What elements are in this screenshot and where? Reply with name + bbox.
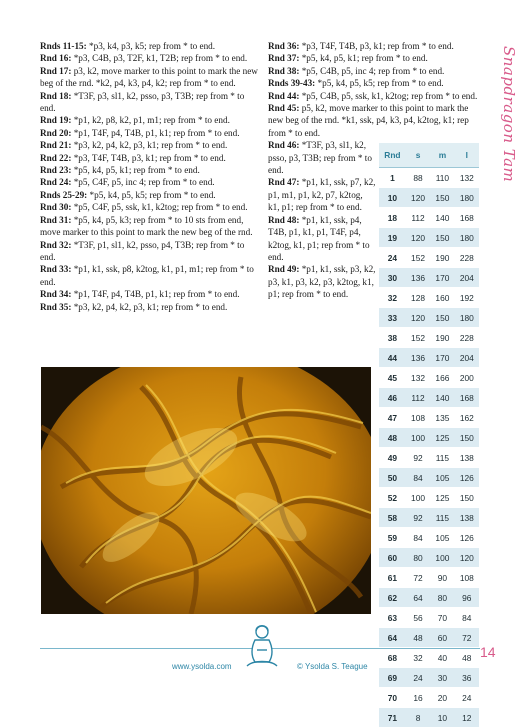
round-label: Rnd 32: [40, 239, 72, 250]
table-cell: 16 [413, 692, 423, 703]
table-cell: 115 [435, 452, 450, 463]
instruction-row [40, 164, 262, 176]
table-row [379, 548, 479, 568]
table-cell: 92 [413, 512, 423, 523]
round-text: *p3, C4B, p3, T2F, k1, T2B; rep from * to end. [73, 53, 248, 64]
table-cell: 68 [387, 652, 398, 663]
round-label: Rnds 25-29: [40, 189, 88, 200]
instruction-row [40, 301, 262, 313]
table-cell: 32 [413, 652, 423, 663]
table-row [379, 308, 479, 328]
round-text: *p3, T4F, T4B, p3, k1; rep from * to end. [301, 41, 454, 51]
table-row [379, 588, 479, 608]
round-label: Rnd 47: [268, 177, 300, 188]
table-cell: 61 [387, 572, 398, 583]
table-cell: 71 [387, 712, 398, 723]
table-cell: 140 [435, 392, 450, 403]
table-cell: 69 [387, 672, 398, 683]
table-cell: 100 [411, 432, 426, 443]
table-cell: 170 [435, 272, 450, 283]
table-cell: 150 [435, 312, 450, 323]
round-label: Rnds 11-15: [40, 41, 87, 51]
table-row [379, 488, 479, 508]
instruction-row [40, 263, 262, 288]
table-cell: 46 [387, 392, 398, 403]
table-cell: 60 [387, 552, 398, 563]
table-header-cell: Rnd [384, 150, 401, 160]
table-cell: 38 [387, 332, 398, 343]
round-text: *p1, k1, ssk, p8, k2tog, k1, p1, m1; rep from * to end. [40, 264, 254, 287]
round-text: *p5, C4B, p5, ssk, k1, k2tog; rep from * to end. [301, 90, 478, 101]
table-cell: 40 [437, 652, 448, 663]
table-cell: 132 [459, 172, 474, 183]
table-cell: 59 [387, 532, 398, 543]
table-cell: 150 [435, 192, 450, 203]
table-row [379, 428, 479, 448]
table-cell: 33 [387, 312, 398, 323]
table-cell: 52 [387, 492, 398, 503]
round-label: Rnd 49: [268, 264, 300, 275]
round-label: Rnd 31: [40, 214, 72, 225]
table-cell: 168 [459, 392, 474, 403]
table-cell: 170 [435, 352, 450, 363]
round-label: Rnd 46: [268, 140, 300, 151]
table-cell: 64 [413, 592, 423, 603]
table-cell: 84 [462, 612, 472, 623]
table-row [379, 348, 479, 368]
table-cell: 84 [413, 472, 423, 483]
table-cell: 150 [435, 232, 450, 243]
table-row [379, 248, 479, 268]
table-cell: 190 [435, 252, 450, 263]
table-cell: 160 [435, 292, 450, 303]
table-cell: 24 [462, 692, 472, 703]
table-cell: 112 [411, 212, 425, 223]
table-cell: 105 [435, 472, 450, 483]
table-row [379, 468, 479, 488]
table-cell: 64 [387, 632, 398, 643]
table-cell: 136 [411, 272, 426, 283]
instruction-row [40, 114, 262, 126]
round-text: *p1, k1, ssk, p7, k2, p1, m1, p1, k2, p7, k2tog, k1, p1; rep from * to end. [268, 177, 376, 213]
table-row [379, 608, 479, 628]
table-row [379, 528, 479, 548]
table-cell: 128 [411, 292, 426, 303]
instruction-row [40, 65, 262, 90]
round-text: *p1, k2, p8, k2, p1, m1; rep from * to end. [73, 115, 230, 126]
instruction-row [40, 214, 262, 239]
instruction-row [40, 127, 262, 139]
table-cell: 24 [413, 672, 423, 683]
table-cell: 120 [411, 192, 426, 203]
table-cell: 110 [435, 172, 450, 183]
table-row [379, 388, 479, 408]
table-cell: 125 [435, 432, 450, 443]
round-text: *T3F, p1, sl1, k2, psso, p4, T3B; rep from * to end. [40, 239, 245, 262]
instruction-row [268, 139, 376, 176]
table-cell: 8 [415, 712, 421, 723]
footer-copyright: © Ysolda S. Teague [297, 662, 368, 671]
table-cell: 50 [387, 472, 398, 483]
table-header-cell: l [465, 150, 468, 160]
tam-photo [41, 367, 371, 614]
round-text: p3, k2, move marker to this point to mark the new beg of the rnd. *k2, p4, k3, p4, k2; rep from * to end. [40, 65, 258, 89]
table-cell: 56 [413, 612, 423, 623]
round-label: Rnd 36: [268, 41, 300, 51]
instruction-row [40, 189, 262, 201]
table-cell: 192 [459, 292, 474, 303]
table-cell: 152 [411, 252, 426, 263]
side-title: Snapdragon Tam [500, 46, 518, 183]
table-cell: 10 [387, 192, 398, 203]
instruction-row [40, 52, 262, 64]
instruction-row [268, 52, 480, 64]
table-cell: 204 [459, 272, 474, 283]
round-label: Rnd 33: [40, 264, 72, 275]
round-text: *p3, T4F, T4B, p3, k1; rep from * to end. [73, 152, 226, 163]
table-row [379, 568, 479, 588]
knitted-tam-image [41, 367, 371, 614]
table-cell: 228 [459, 332, 474, 343]
table-cell: 108 [459, 572, 474, 583]
instruction-row [40, 239, 262, 264]
round-label: Rnd 23: [40, 165, 72, 176]
round-text: *T3F, p3, sl1, k2, psso, p3, T3B; rep from * to end. [40, 90, 245, 114]
instruction-row [268, 263, 376, 300]
instruction-row [268, 65, 480, 77]
left-instructions [40, 40, 262, 313]
instruction-row [268, 77, 480, 89]
instruction-row [40, 288, 262, 300]
table-cell: 19 [387, 232, 398, 243]
round-text: *p5, C4F, p5, inc 4; rep from * to end. [73, 177, 215, 188]
table-cell: 138 [459, 512, 474, 523]
round-label: Rnd 22: [40, 152, 72, 163]
table-cell: 166 [435, 372, 450, 383]
table-cell: 1 [390, 172, 395, 183]
table-cell: 58 [387, 512, 398, 523]
table-row [379, 188, 479, 208]
table-cell: 204 [459, 352, 474, 363]
table-cell: 200 [459, 372, 474, 383]
table-cell: 190 [435, 332, 450, 343]
table-cell: 49 [387, 452, 398, 463]
table-cell: 96 [462, 592, 472, 603]
table-cell: 12 [462, 712, 472, 723]
round-text: *p5, k4, p5, k1; rep from * to end. [73, 165, 200, 176]
knitter-figure-icon [237, 620, 287, 670]
round-text: *p5, C4B, p5, inc 4; rep from * to end. [301, 65, 445, 76]
table-header-cell: m [438, 150, 447, 160]
round-text: *T3F, p3, sl1, k2, psso, p3, T3B; rep from * to end. [268, 140, 372, 176]
table-cell: 20 [437, 692, 448, 703]
table-cell: 47 [387, 412, 398, 423]
table-cell: 60 [437, 632, 448, 643]
table-row [379, 208, 479, 228]
table-cell: 112 [411, 392, 425, 403]
table-row [379, 328, 479, 348]
table-cell: 180 [459, 192, 474, 203]
table-cell: 136 [411, 352, 426, 363]
page-number: 14 [480, 644, 496, 660]
instruction-row [40, 176, 262, 188]
table-cell: 180 [459, 232, 474, 243]
round-label: Rnd 37: [268, 53, 300, 64]
round-label: Rnd 21: [40, 140, 72, 151]
round-label: Rnd 17: [40, 65, 72, 76]
table-cell: 120 [459, 552, 474, 563]
table-cell: 48 [413, 632, 423, 643]
table-cell: 84 [413, 532, 423, 543]
table-cell: 150 [459, 432, 474, 443]
table-cell: 162 [459, 412, 474, 423]
table-header-cell: s [415, 150, 421, 160]
table-cell: 32 [387, 292, 398, 303]
table-row [379, 708, 479, 728]
round-text: *p5, k4, p5, k3; rep from * to 10 sts from end, move marker to this point to mark the new beg of the rnd. [40, 214, 253, 238]
round-label: Rnds 39-43: [268, 78, 316, 89]
table-cell: 63 [387, 612, 398, 623]
table-cell: 126 [459, 532, 474, 543]
table-cell: 150 [459, 492, 474, 503]
table-cell: 135 [435, 412, 450, 423]
table-cell: 36 [462, 672, 472, 683]
table-cell: 120 [411, 232, 426, 243]
round-text: *p1, k1, ssk, p4, T4B, p1, k1, p1, T4F, p4, k2tog, k1, p1; rep from * to end. [268, 214, 370, 262]
round-text: *p1, T4F, p4, T4B, p1, k1; rep from * to end. [73, 127, 240, 138]
table-cell: 90 [437, 572, 448, 583]
round-label: Rnd 18: [40, 90, 72, 101]
table-cell: 30 [387, 272, 398, 283]
round-label: Rnd 38: [268, 65, 300, 76]
round-label: Rnd 24: [40, 177, 72, 188]
instruction-row [40, 90, 262, 115]
round-label: Rnd 45: [268, 103, 300, 114]
table-row [379, 168, 479, 188]
round-text: *p5, k4, p5, k5; rep from * to end. [317, 78, 444, 89]
table-cell: 115 [435, 512, 450, 523]
instruction-row [268, 176, 376, 213]
table-cell: 132 [411, 372, 426, 383]
table-cell: 48 [387, 432, 398, 443]
table-cell: 48 [462, 652, 472, 663]
table-cell: 88 [413, 172, 423, 183]
table-row [379, 228, 479, 248]
table-cell: 92 [413, 452, 423, 463]
table-cell: 80 [437, 592, 448, 603]
table-cell: 18 [387, 212, 398, 223]
instruction-row [268, 90, 480, 102]
round-label: Rnd 44: [268, 90, 300, 101]
table-row [379, 448, 479, 468]
table-cell: 72 [413, 572, 423, 583]
table-cell: 70 [387, 692, 398, 703]
round-text: *p1, T4F, p4, T4B, p1, k1; rep from * to end. [73, 289, 240, 300]
table-header [379, 143, 479, 168]
table-cell: 30 [437, 672, 448, 683]
table-cell: 168 [459, 212, 474, 223]
table-cell: 62 [387, 592, 398, 603]
instruction-row [40, 201, 262, 213]
instruction-row [40, 152, 262, 164]
round-label: Rnd 19: [40, 115, 72, 126]
instruction-row [268, 214, 376, 264]
instruction-row [268, 102, 480, 139]
table-cell: 180 [459, 312, 474, 323]
round-text: p5, k2, move marker to this point to mark the new beg of the rnd. *k1, ssk, p4, k3, p4, k2tog, k1; rep from * to end. [268, 103, 469, 138]
round-label: Rnd 30: [40, 202, 72, 213]
table-cell: 100 [411, 492, 426, 503]
table-cell: 105 [435, 532, 450, 543]
table-cell: 72 [462, 632, 472, 643]
table-cell: 80 [413, 552, 423, 563]
round-text: *p1, k1, ssk, p3, k2, p3, k1, p3, k2, p3, k2tog, k1, p1; rep from * to end. [268, 264, 376, 300]
instruction-row [40, 40, 262, 52]
table-cell: 70 [437, 612, 448, 623]
round-label: Rnd 16: [40, 53, 72, 64]
round-text: *p3, k4, p3, k5; rep from * to end. [89, 41, 216, 51]
round-text: *p5, k4, p5, k1; rep from * to end. [301, 53, 428, 64]
table-cell: 228 [459, 252, 474, 263]
table-cell: 125 [435, 492, 450, 503]
table-row [379, 288, 479, 308]
table-cell: 138 [459, 452, 474, 463]
round-label: Rnd 34: [40, 289, 72, 300]
round-label: Rnd 48: [268, 214, 300, 225]
table-row [379, 268, 479, 288]
round-label: Rnd 20: [40, 127, 72, 138]
round-label: Rnd 35: [40, 301, 72, 312]
table-cell: 126 [459, 472, 474, 483]
table-row [379, 508, 479, 528]
table-cell: 100 [435, 552, 450, 563]
table-cell: 45 [387, 372, 398, 383]
instruction-row [40, 139, 262, 151]
footer-url[interactable]: www.ysolda.com [172, 662, 232, 671]
round-text: *p5, k4, p5, k5; rep from * to end. [89, 189, 216, 200]
instruction-row [268, 40, 480, 52]
round-text: *p5, C4F, p5, ssk, k1, k2tog; rep from * to end. [73, 202, 248, 213]
page-footer [0, 640, 526, 699]
table-cell: 152 [411, 332, 426, 343]
table-row [379, 408, 479, 428]
table-cell: 44 [387, 352, 398, 363]
round-text: *p3, k2, p4, k2, p3, k1; rep from * to end. [73, 140, 228, 151]
table-cell: 140 [435, 212, 450, 223]
table-cell: 120 [411, 312, 426, 323]
round-text: *p3, k2, p4, k2, p3, k1; rep from * to end. [73, 301, 228, 312]
table-cell: 10 [437, 712, 448, 723]
table-row [379, 368, 479, 388]
table-cell: 108 [411, 412, 426, 423]
table-cell: 24 [387, 252, 398, 263]
